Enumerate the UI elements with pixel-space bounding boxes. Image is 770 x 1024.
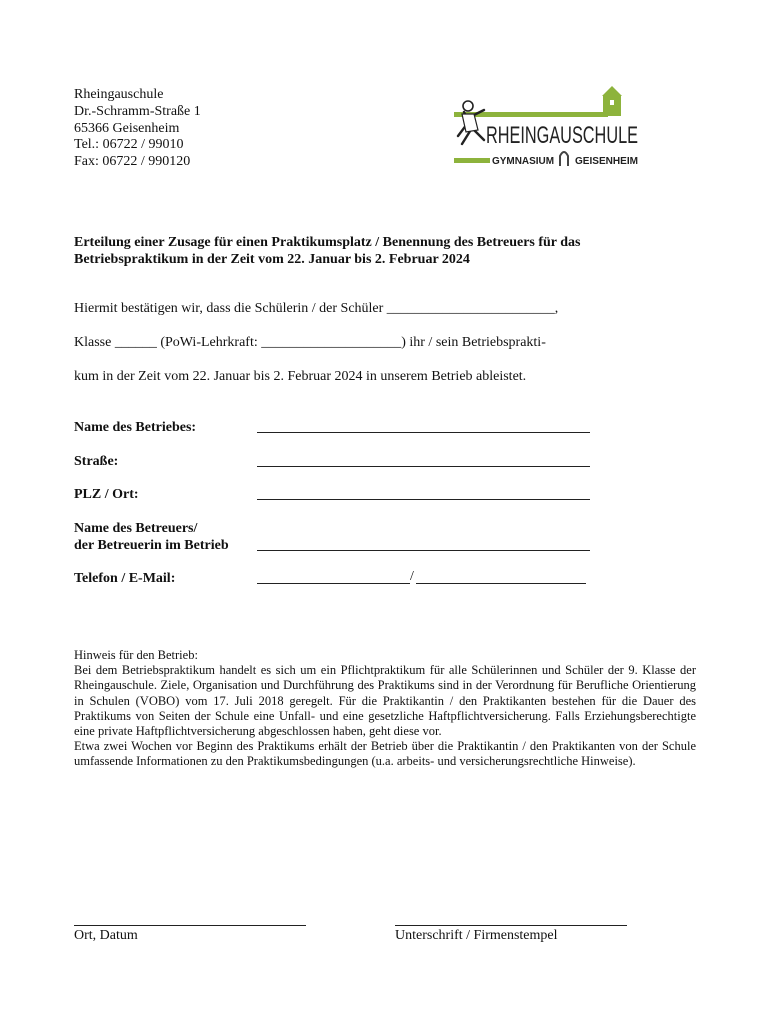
school-address bbox=[74, 87, 201, 171]
signature-stamp-field[interactable] bbox=[395, 925, 627, 926]
confirmation-line-1: Hiermit bestätigen wir, dass die Schülerin / der Schüler ________________________, bbox=[74, 301, 559, 316]
runner-icon bbox=[458, 101, 484, 144]
arch-icon bbox=[560, 152, 568, 166]
logo-left-text: GYMNASIUM bbox=[492, 156, 554, 167]
confirmation-line-2: Klasse ______ (PoWi-Lehrkraft: ____________________) ihr / sein Betriebsprakti- bbox=[74, 335, 546, 350]
address-line: Dr.-Schramm-Straße 1 bbox=[74, 103, 201, 119]
phone-field[interactable] bbox=[257, 583, 410, 584]
street-field[interactable] bbox=[257, 466, 590, 467]
supervisor-label-line2: der Betreuerin im Betrieb bbox=[74, 538, 229, 553]
phone-email-label: Telefon / E-Mail: bbox=[74, 571, 176, 586]
supervisor-label-line1: Name des Betreuers/ bbox=[74, 521, 198, 536]
confirmation-line-3: kum in der Zeit vom 22. Januar bis 2. Februar 2024 in unserem Betrieb ableistet. bbox=[74, 369, 527, 384]
company-name-label: Name des Betriebes: bbox=[74, 420, 197, 435]
address-line: Tel.: 06722 / 99010 bbox=[74, 137, 184, 153]
zip-city-field[interactable] bbox=[257, 499, 590, 500]
supervisor-field[interactable] bbox=[257, 550, 590, 551]
email-field[interactable] bbox=[416, 583, 586, 584]
address-line: 65366 Geisenheim bbox=[74, 120, 180, 136]
street-label: Straße: bbox=[74, 454, 119, 469]
logo-name: RHEINGAUSCHULE bbox=[486, 122, 638, 149]
school-logo bbox=[450, 84, 650, 170]
address-line: Rheingauschule bbox=[74, 87, 164, 102]
notice-paragraph-2: Etwa zwei Wochen vor Beginn des Praktikums erhält der Betrieb über die Praktikantin / den Praktikanten von der Schule umfassende Informationen zu den Praktikumsbedingungen (u.a. arbeits- und versicherungsrechtliche Hinweise). bbox=[74, 739, 696, 769]
place-date-label: Ort, Datum bbox=[74, 928, 138, 943]
notice-heading: Hinweis für den Betrieb: bbox=[74, 648, 198, 662]
company-notice bbox=[74, 648, 696, 770]
notice-paragraph-1: Bei dem Betriebspraktikum handelt es sich um ein Pflichtpraktikum für alle Schülerinnen und Schüler der 9. Klasse der Rheingauschule. Ziele, Organisation und Durchführung des Praktikums sind in der Verordnung für Berufliche Orientierung in Schulen (VOBO) vom 17. Juli 2018 geregelt. Für die Praktikantin / den Praktikanten bestehen für die Dauer des Praktikums von Seiten der Schule eine Unfall- und eine gesetzliche Haftpflichtversicherung. Falls Erziehungsberechtigte eine private Haftpflichtversicherung abgeschlossen haben, geht diese vor. bbox=[74, 663, 696, 739]
company-name-field[interactable] bbox=[257, 432, 590, 433]
signature-stamp-label: Unterschrift / Firmenstempel bbox=[395, 928, 558, 943]
document-title: Erteilung einer Zusage für einen Praktikumsplatz / Benennung des Betreuers für das Betriebspraktikum in der Zeit vom 22. Januar bis 2. Februar 2024 bbox=[74, 235, 581, 267]
zip-city-label: PLZ / Ort: bbox=[74, 487, 139, 502]
logo-right-text: GEISENHEIM bbox=[575, 156, 638, 167]
place-date-field[interactable] bbox=[74, 925, 306, 926]
address-line: Fax: 06722 / 990120 bbox=[74, 154, 191, 170]
phone-email-separator: / bbox=[410, 569, 414, 584]
